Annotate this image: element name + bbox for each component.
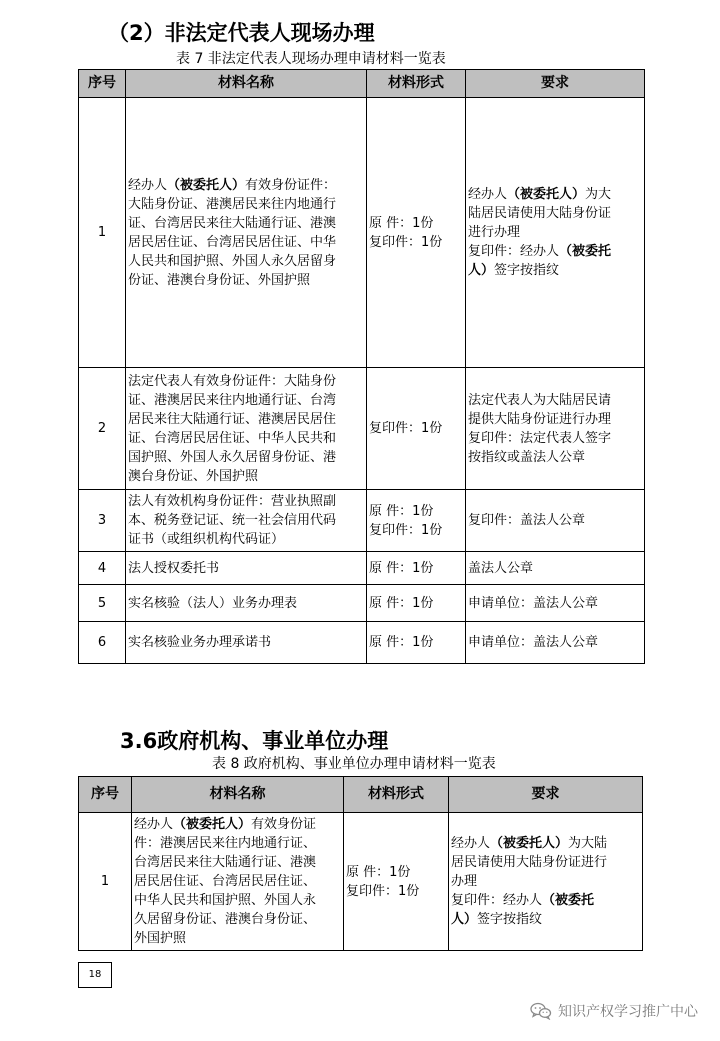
- cell-seq: 4: [79, 552, 126, 585]
- cell-req: [466, 98, 645, 368]
- cell-line: [128, 176, 364, 195]
- header-name: 材料名称: [132, 777, 344, 813]
- cell-line: [369, 419, 463, 438]
- text-run: 证、台湾居民居住证、中华人民共和: [128, 430, 337, 446]
- text-run: 办理: [451, 874, 478, 889]
- cell-line: [128, 467, 364, 486]
- bold-text: （被委托: [542, 893, 595, 908]
- text-run: 实名核验（法人）业务办理表: [128, 595, 298, 611]
- cell-seq: 1: [79, 98, 126, 368]
- cell-line: [346, 882, 446, 901]
- bold-text: （被委托人）: [490, 836, 569, 851]
- cell-line: [134, 815, 341, 834]
- text-run: 原 件：1份: [369, 595, 434, 611]
- cell-line: [369, 594, 463, 613]
- cell-line: [134, 872, 341, 891]
- text-run: 外国护照: [134, 931, 187, 946]
- cell-form: [367, 490, 466, 552]
- cell-line: [369, 502, 463, 521]
- table-row: [79, 368, 645, 490]
- cell-line: [128, 233, 364, 252]
- table-row: [79, 813, 643, 951]
- text-run: 实名核验业务办理承诺书: [128, 635, 272, 650]
- cell-line: [369, 633, 463, 652]
- text-run: 经办人: [451, 836, 491, 851]
- text-run: 申请单位：盖法人公章: [468, 635, 599, 650]
- cell-seq: 2: [79, 368, 126, 490]
- table-row: [79, 552, 645, 585]
- cell-line: [128, 633, 364, 652]
- header-req: 要求: [466, 70, 645, 98]
- cell-line: [468, 261, 642, 280]
- cell-line: [369, 233, 463, 252]
- cell-line: [128, 271, 364, 290]
- text-run: 复印件：1份: [369, 522, 443, 538]
- text-run: 原 件：1份: [369, 503, 434, 519]
- watermark: [530, 1000, 698, 1022]
- cell-form: [367, 552, 466, 585]
- cell-line: [128, 594, 364, 613]
- text-run: 法定代表人有效身份证件：大陆身份: [128, 373, 337, 389]
- cell-req: [466, 368, 645, 490]
- bold-text: （被委托人）: [167, 177, 246, 193]
- cell-line: [451, 834, 640, 853]
- cell-line: [134, 929, 341, 948]
- cell-line: [128, 511, 364, 530]
- text-run: 陆居民请使用大陆身份证: [468, 206, 612, 221]
- cell-line: [346, 863, 446, 882]
- text-run: 人民共和国护照、外国人永久居留身: [128, 253, 337, 269]
- text-run: 证、台湾居民来往大陆通行证、港澳: [128, 215, 337, 231]
- cell-seq: 1: [79, 813, 132, 951]
- text-run: 久居留身份证、港澳台身份证、: [134, 912, 317, 927]
- header-req: 要求: [449, 777, 643, 813]
- header-form: 材料形式: [367, 70, 466, 98]
- cell-name: [126, 368, 367, 490]
- text-run: 原 件：1份: [369, 215, 434, 231]
- text-run: 居民请使用大陆身份证进行: [451, 855, 608, 870]
- text-run: 复印件：经办人: [451, 893, 543, 908]
- text-run: 复印件：经办人: [468, 244, 560, 259]
- cell-form: [367, 585, 466, 622]
- text-run: 复印件：盖法人公章: [468, 513, 586, 528]
- bold-text: 人）: [451, 912, 478, 927]
- text-run: 按指纹或盖法人公章: [468, 449, 586, 465]
- text-run: 复印件：1份: [369, 234, 443, 250]
- cell-line: [128, 214, 364, 233]
- text-run: 件：港澳居民来往内地通行证、: [134, 836, 317, 851]
- text-run: 证书（或组织机构代码证）: [128, 532, 285, 547]
- cell-line: [128, 252, 364, 271]
- text-run: 签字按指纹: [494, 263, 560, 278]
- cell-req: [466, 490, 645, 552]
- section-heading-gov-institutions: 3.6政府机构、事业单位办理: [120, 729, 389, 753]
- text-run: 澳台身份证、外国护照: [128, 468, 259, 484]
- text-run: 原 件：1份: [346, 864, 411, 880]
- table-row: [79, 622, 645, 664]
- header-seq: 序号: [79, 70, 126, 98]
- cell-line: [134, 891, 341, 910]
- cell-line: [468, 242, 642, 261]
- cell-line: [134, 834, 341, 853]
- cell-line: [451, 910, 640, 929]
- cell-line: [468, 511, 642, 530]
- cell-form: [344, 813, 449, 951]
- header-name: 材料名称: [126, 70, 367, 98]
- text-run: 提供大陆身份证进行办理: [468, 411, 612, 427]
- text-run: 法人有效机构身份证件：营业执照副: [128, 494, 337, 509]
- text-run: 国护照、外国人永久居留身份证、港: [128, 449, 337, 465]
- cell-req: [449, 813, 643, 951]
- cell-line: [468, 429, 642, 448]
- cell-name: [126, 490, 367, 552]
- cell-line: [128, 448, 364, 467]
- table-header-row: [79, 70, 645, 98]
- text-run: 有效身份证: [251, 817, 317, 832]
- cell-line: [128, 410, 364, 429]
- cell-line: [451, 891, 640, 910]
- text-run: 为大陆: [568, 836, 608, 851]
- text-run: 有效身份证件：: [245, 177, 337, 193]
- section-heading-nonlegal-rep: （2）非法定代表人现场办理: [108, 21, 375, 45]
- cell-line: [128, 391, 364, 410]
- cell-name: [126, 585, 367, 622]
- cell-name: [126, 552, 367, 585]
- cell-line: [468, 410, 642, 429]
- wechat-icon: [530, 1002, 552, 1020]
- cell-line: [369, 559, 463, 578]
- watermark-text: 知识产权学习推广中心: [558, 1004, 698, 1020]
- text-run: 申请单位：盖法人公章: [468, 595, 599, 611]
- cell-name: [132, 813, 344, 951]
- cell-line: [468, 391, 642, 410]
- bold-text: （被委托: [559, 244, 612, 259]
- text-run: 原 件：1份: [369, 635, 434, 650]
- text-run: 经办人: [128, 177, 168, 193]
- text-run: 居民居住证、台湾居民居住证、: [134, 874, 317, 889]
- bold-text: （被委托人）: [507, 187, 586, 202]
- materials-table-7: [78, 69, 645, 664]
- text-run: 中华人民共和国护照、外国人永: [134, 893, 317, 908]
- cell-req: [466, 622, 645, 664]
- text-run: 复印件：法定代表人签字: [468, 430, 612, 446]
- cell-line: [468, 223, 642, 242]
- text-run: 份证、港澳台身份证、外国护照: [128, 272, 311, 288]
- text-run: 进行办理: [468, 225, 521, 240]
- table-row: [79, 98, 645, 368]
- text-run: 经办人: [134, 817, 174, 832]
- cell-line: [128, 492, 364, 511]
- cell-form: [367, 368, 466, 490]
- cell-name: [126, 98, 367, 368]
- cell-line: [128, 429, 364, 448]
- cell-line: [451, 853, 640, 872]
- cell-line: [128, 530, 364, 549]
- cell-form: [367, 98, 466, 368]
- cell-seq: 5: [79, 585, 126, 622]
- cell-line: [128, 372, 364, 391]
- cell-line: [128, 559, 364, 578]
- text-run: 盖法人公章: [468, 560, 534, 576]
- cell-seq: 3: [79, 490, 126, 552]
- text-run: 原 件：1份: [369, 560, 434, 576]
- materials-table-8: [78, 776, 643, 951]
- table-header-row: [79, 777, 643, 813]
- text-run: 本、税务登记证、统一社会信用代码: [128, 513, 337, 528]
- cell-line: [369, 214, 463, 233]
- page-number: 18: [78, 962, 112, 988]
- text-run: 证、港澳居民来往内地通行证、台湾: [128, 392, 337, 408]
- cell-seq: 6: [79, 622, 126, 664]
- text-run: 为大: [585, 187, 612, 202]
- table-row: [79, 490, 645, 552]
- cell-line: [128, 195, 364, 214]
- table-caption-8: 表 8 政府机构、事业单位办理申请材料一览表: [212, 756, 496, 772]
- text-run: 经办人: [468, 187, 508, 202]
- text-run: 复印件：1份: [346, 883, 420, 899]
- table-row: [79, 585, 645, 622]
- header-seq: 序号: [79, 777, 132, 813]
- table-caption-7: 表 7 非法定代表人现场办理申请材料一览表: [176, 51, 446, 67]
- cell-line: [468, 594, 642, 613]
- cell-line: [134, 910, 341, 929]
- bold-text: （被委托人）: [173, 817, 252, 832]
- text-run: 签字按指纹: [477, 912, 543, 927]
- text-run: 大陆身份证、港澳居民来往内地通行: [128, 196, 337, 212]
- cell-name: [126, 622, 367, 664]
- cell-line: [134, 853, 341, 872]
- bold-text: 人）: [468, 263, 495, 278]
- cell-line: [451, 872, 640, 891]
- cell-line: [468, 185, 642, 204]
- text-run: 法定代表人为大陆居民请: [468, 392, 612, 408]
- header-form: 材料形式: [344, 777, 449, 813]
- cell-line: [468, 559, 642, 578]
- cell-line: [468, 633, 642, 652]
- text-run: 居民居住证、台湾居民居住证、中华: [128, 234, 337, 250]
- text-run: 居民来往大陆通行证、港澳居民居住: [128, 411, 337, 427]
- text-run: 法人授权委托书: [128, 560, 220, 576]
- cell-form: [367, 622, 466, 664]
- cell-line: [468, 204, 642, 223]
- cell-req: [466, 585, 645, 622]
- text-run: 复印件：1份: [369, 421, 443, 436]
- cell-req: [466, 552, 645, 585]
- cell-line: [468, 448, 642, 467]
- text-run: 台湾居民来往大陆通行证、港澳: [134, 855, 317, 870]
- cell-line: [369, 521, 463, 540]
